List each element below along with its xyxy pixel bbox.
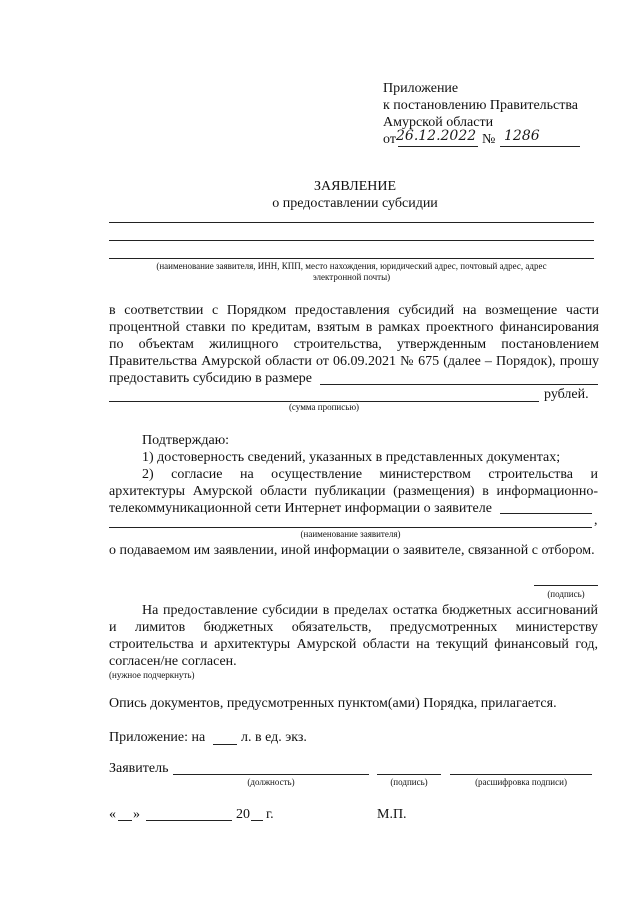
document-title: ЗАЯВЛЕНИЕ [313,179,397,194]
appendix-line-1: Приложение [383,81,459,96]
applicant-line-1 [109,222,594,223]
signature-caption-1: (подпись) [547,589,585,599]
month-line [146,820,232,821]
attachment-pages-line [213,744,237,745]
subsidy-amount-line [320,384,598,385]
decoding-line [450,774,592,775]
budget-caption: (нужное подчеркнуть) [109,670,195,680]
appendix-line-2: к постановлению Правительства [383,98,579,113]
sum-caption: (сумма прописью) [288,402,360,412]
budget-line-3: строительства и архитектуры Амурской области на текущий финансовый год, [109,637,598,652]
budget-line-2: и лимитов бюджетных обязательств, предусмотренных министерству [109,620,598,635]
applicant-caption-2: электронной почты) [312,272,391,282]
applicant-label: Заявитель [109,761,169,776]
year-suffix: г. [266,807,274,822]
year-line [251,820,263,821]
handwritten-date: 26.12.2022 [396,128,477,144]
budget-line-4: согласен/не согласен. [109,654,237,669]
applicant-name-caption: (наименование заявителя) [300,529,401,539]
appendix-line-3: Амурской области [383,115,494,130]
body-line-4: Правительства Амурской области от 06.09.2021 № 675 (далее – Порядок), прошу [109,354,599,369]
number-line [500,146,580,147]
confirm-item-2-line-3: телекоммуникационной сети Интернет информации о заявителе [109,501,492,516]
applicant-signature-caption: (подпись) [390,777,428,787]
budget-line-1: На предоставление субсидии в пределах остатка бюджетных ассигнований [142,603,598,618]
attachment-prefix: Приложение: на [109,730,206,745]
applicant-caption-1: (наименование заявителя, ИНН, КПП, место нахождения, юридический адрес, почтовый адрес, адрес [156,261,547,271]
confirm-item-2-line-1: 2) согласие на осуществление министерством строительства и [142,467,598,482]
applicant-line-2 [109,240,594,241]
rubles-label: рублей. [544,387,589,402]
quote-open: « [109,807,116,822]
attachment-suffix: л. в ед. экз. [241,730,307,745]
confirm-item-1: 1) достоверность сведений, указанных в представленных документах; [142,450,561,465]
body-line-3: по объектам жилищного строительства, утвержденным постановлением [109,337,599,352]
body-line-2: процентной ставки по кредитам, взятым в рамках проектного финансирования [109,320,599,335]
position-line [173,774,369,775]
handwritten-number: 1286 [504,128,540,144]
year-prefix: 20 [236,807,250,822]
body-line-1: в соответствии с Порядком предоставления субсидий на возмещение части [109,303,599,318]
confirm-heading: Подтверждаю: [142,433,230,448]
date-line [398,146,478,147]
applicant-line-3 [109,258,594,259]
body-line-5: предоставить субсидию в размере [109,371,313,386]
applicant-signature-line [377,774,441,775]
comma: , [594,513,598,528]
decoding-caption: (расшифровка подписи) [475,777,567,787]
seal-label: М.П. [377,807,407,822]
appendix-number-sign: № [482,132,496,147]
inventory-text: Опись документов, предусмотренных пунктом(ами) Порядка, прилагается. [109,696,557,711]
applicant-name-line-b [109,527,592,528]
appendix-date-prefix: от [383,132,396,147]
applicant-name-line-a [500,513,592,514]
confirm-item-2-line-2: архитектуры Амурской области публикации (размещения) в информационно- [109,484,598,499]
document-subtitle: о предоставлении субсидии [272,196,438,211]
quote-close: » [133,807,140,822]
signature-line-1 [534,585,598,586]
position-caption: (должность) [247,777,295,787]
day-line [118,820,132,821]
confirm-item-2-line-4: о подаваемом им заявлении, иной информации о заявителе, связанной с отбором. [109,543,595,558]
